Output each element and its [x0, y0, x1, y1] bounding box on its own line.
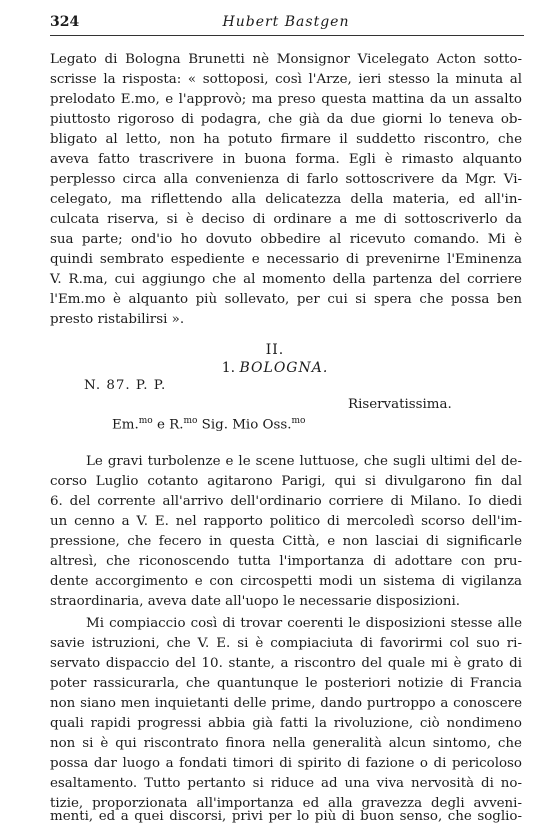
letter-reference: N. 87. P. P. [84, 378, 167, 393]
text-line: tizie, proporzionata all'importanza ed alla gravezza degli avveni- [50, 796, 522, 811]
salutation-superscript: mo [138, 416, 153, 426]
section-place: BOLOGNA. [239, 360, 329, 376]
text-line: Legato di Bologna Brunetti nè Monsignor Vicelegato Acton sotto- [50, 52, 522, 67]
section-title [0, 360, 550, 376]
text-line: aveva fatto trascrivere in buona forma. Egli è rimasto alquanto [50, 152, 522, 167]
text-line: l'Em.mo è alquanto più sollevato, per cui si spera che possa ben [50, 292, 522, 307]
text-line: quali rapidi progressi abbia già fatti la rivoluzione, ciò nondimeno [50, 716, 522, 731]
text-line: perplesso circa alla convenienza di farlo sottoscrivere da Mgr. Vi- [50, 172, 522, 187]
text-line: V. R.ma, cui aggiungo che al momento della partenza del corriere [50, 272, 522, 287]
page-header [50, 10, 522, 32]
salutation-text: e R. [152, 417, 184, 433]
text-line: un cenno a V. E. nel rapporto politico di mercoledì scorso dell'im- [50, 514, 522, 529]
letter-classification: Riservatissima. [348, 397, 452, 412]
salutation-text: Em. [112, 417, 139, 433]
text-line: presto ristabilirsi ». [50, 312, 185, 327]
section-number: II. [265, 342, 285, 358]
text-line: straordinaria, aveva date all'uopo le necessarie disposizioni. [50, 594, 461, 609]
text-line: prelodato E.mo, e l'approvò; ma preso questa mattina da un assalto [50, 92, 522, 107]
text-line: 6. del corrente all'arrivo dell'ordinario corriere di Milano. Io diedi [50, 494, 522, 509]
text-line: non siano men inquietanti delle prime, dando purtroppo a conoscere [50, 696, 522, 711]
text-line: scrisse la risposta: « sottoposi, così l'Arze, ieri stesso la minuta al [50, 72, 522, 87]
salutation-superscript: mo [183, 416, 198, 426]
text-line: bligato al letto, non ha potuto firmare il suddetto riscontro, che [50, 132, 522, 147]
text-line: pressione, che fecero in questa Città, e non lasciai di significarle [50, 534, 522, 549]
text-line: corso Luglio cotanto agitarono Parigi, qui si divulgarono fin dal [50, 474, 522, 489]
text-line: possa dar luogo a fondati timori di spirito di fazione o di pericoloso [50, 756, 522, 771]
header-rule [50, 35, 524, 36]
letter-salutation [112, 416, 305, 432]
salutation-text: Sig. Mio Oss. [197, 417, 292, 433]
text-line: altresì, che riconoscendo tutta l'importanza di adottare con pru- [50, 554, 522, 569]
text-line-cut: menti, ed a quei discorsi, privi per lo più di buon senso, che soglio- [50, 809, 522, 824]
text-line: non si è qui riscontrato finora nella generalità alcun sintomo, che [50, 736, 522, 751]
section-index: 1. [221, 360, 236, 376]
running-head: Hubert Bastgen [222, 14, 350, 30]
text-line: piuttosto rigoroso di podagra, che già da due giorni lo teneva ob- [50, 112, 522, 127]
text-line: quindi sembrato espediente e necessario di prevenirne l'Eminenza [50, 252, 522, 267]
text-line: dente accorgimento e con circospetti modi un sistema di vigilanza [50, 574, 522, 589]
salutation-superscript: mo [291, 416, 306, 426]
text-line: celegato, ma riflettendo alla delicatezza della materia, ed all'in- [50, 192, 522, 207]
text-line: savie istruzioni, che V. E. si è compiaciuta di favorirmi col suo ri- [50, 636, 522, 651]
text-line: Mi compiaccio così di trovar coerenti le disposizioni stesse alle [86, 616, 522, 631]
text-line: culcata riserva, si è deciso di ordinare a me di sottoscriverlo da [50, 212, 522, 227]
text-line: sua parte; ond'io ho dovuto obbedire al ricevuto comando. Mi è [50, 232, 522, 247]
text-line: Le gravi turbolenze e le scene luttuose, che sugli ultimi del de- [86, 454, 522, 469]
text-line: esaltamento. Tutto pertanto si riduce ad una viva nervosità di no- [50, 776, 522, 791]
text-line: servato dispaccio del 10. stante, a riscontro del quale mi è grato di [50, 656, 522, 671]
page-number: 324 [50, 14, 80, 30]
text-line: poter rassicurarla, che quantunque le posteriori notizie di Francia [50, 676, 522, 691]
